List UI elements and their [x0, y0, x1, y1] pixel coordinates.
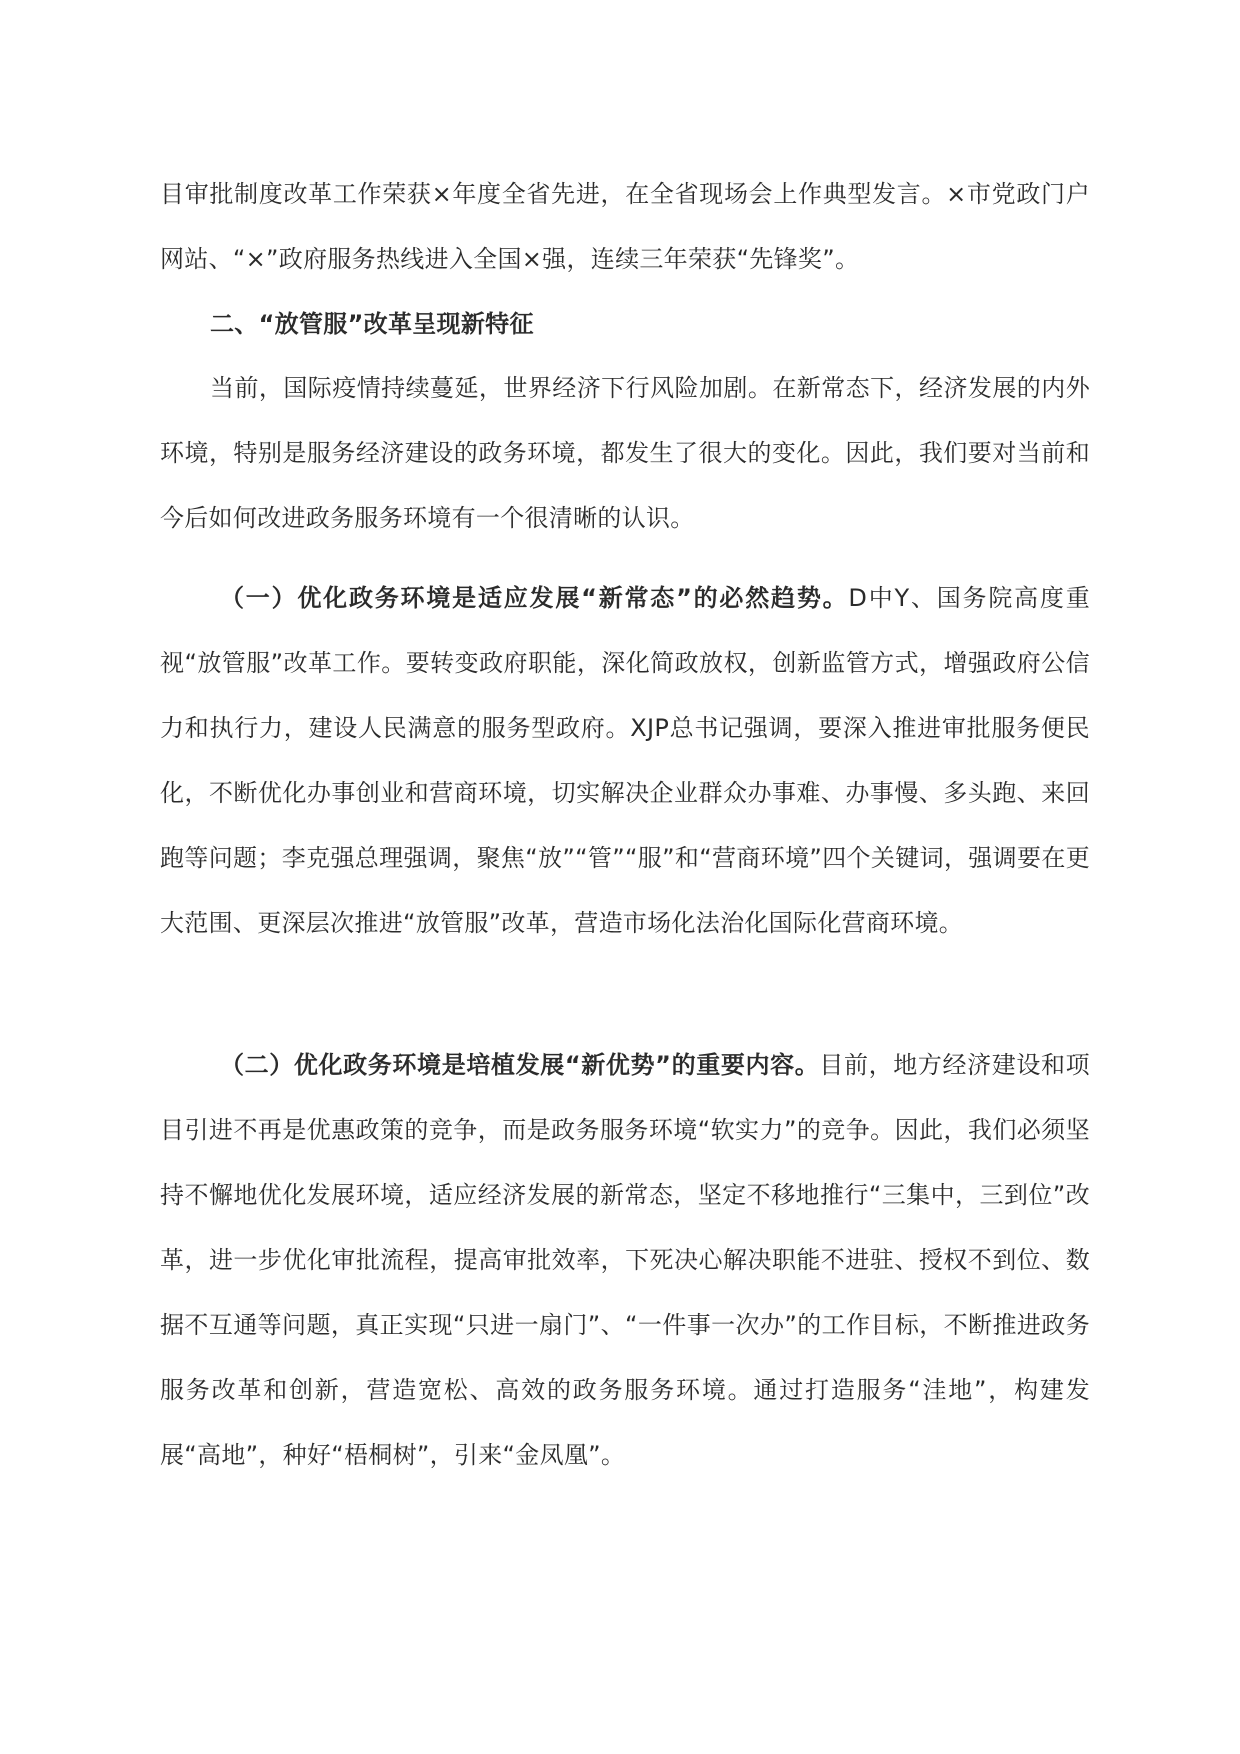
subsection-new-advantage-heading: （二）优化政务环境是培植发展“新优势”的重要内容。	[220, 1051, 820, 1079]
subsection-new-advantage	[160, 1033, 1090, 1488]
subsection-new-normal-body: D中Y、国务院高度重视“放管服”改革工作。要转变政府职能，深化简政放权，创新监管方式，增强政府公信力和执行力，建设人民满意的服务型政府。XJP总书记强调，要深入推进审批服务便民化，不断优化办事创业和营商环境，切实解决企业群众办事难、办事慢、多头跑、来回跑等问题；李克强总理强调，聚焦“放”“管”“服”和“营商环境”四个关键词，强调要在更大范围、更深层次推进“放管服”改革，营造市场化法治化国际化营商环境。	[160, 584, 1091, 937]
subsection-new-normal-heading: （一）优化政务环境是适应发展“新常态”的必然趋势。	[220, 584, 849, 612]
paragraph-current-situation: 当前，国际疫情持续蔓延，世界经济下行风险加剧。在新常态下，经济发展的内外环境，特别是服务经济建设的政务环境，都发生了很大的变化。因此，我们要对当前和今后如何改进政务服务环境有一个很清晰的认识。	[160, 374, 1090, 532]
subsection-new-normal	[160, 566, 1090, 956]
section-heading: 二、“放管服”改革呈现新特征	[210, 310, 534, 338]
subsection-new-advantage-body: 目前，地方经济建设和项目引进不再是优惠政策的竞争，而是政务服务环境“软实力”的竞争。因此，我们必须坚持不懈地优化发展环境，适应经济发展的新常态，坚定不移地推行“三集中，三到位”改革，进一步优化审批流程，提高审批效率，下死决心解决职能不进驻、授权不到位、数据不互通等问题，真正实现“只进一扇门”、“一件事一次办”的工作目标，不断推进政务服务改革和创新，营造宽松、高效的政务服务环境。通过打造服务“洼地”，构建发展“高地”，种好“梧桐树”，引来“金凤凰”。	[160, 1051, 1090, 1469]
continuation-paragraph: 目审批制度改革工作荣获×年度全省先进，在全省现场会上作典型发言。×市党政门户网站、“×”政府服务热线进入全国×强，连续三年荣获“先锋奖”。	[160, 180, 1090, 273]
